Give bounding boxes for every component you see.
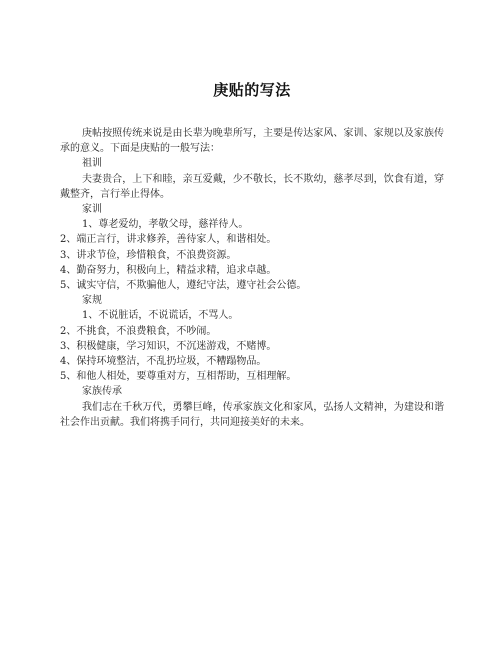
family-instruction-item: 1、尊老爱幼，孝敬父母，慈祥待人。 — [82, 219, 249, 231]
family-rule-item: 4、保持环境整洁，不乱扔垃圾，不糟蹋物品。 — [60, 356, 267, 368]
document-title: 庚贴的写法 — [213, 81, 291, 99]
family-instruction-item: 2、端正言行，讲求修养，善待家人，和谐相处。 — [60, 234, 277, 246]
ancestral-instructions-paragraph: 夫妻贵合，上下和睦，亲互爱戴，少不敬长，长不欺幼，慈孝尽到，饮食有道，穿戴整齐，言行举止得体。 — [60, 173, 444, 200]
family-heritage-paragraph: 我们志在千秋万代，勇攀巨峰，传承家族文化和家风，弘扬人文精神，为建设和谐社会作出贡献。我们将携手同行，共同迎接美好的未来。 — [60, 401, 444, 428]
family-rule-item: 3、积极健康，学习知识，不沉迷游戏，不赌博。 — [60, 340, 277, 352]
document-body — [60, 126, 444, 430]
section-heading-family-rules: 家规 — [82, 295, 102, 307]
family-rule-item: 1、不说脏话，不说谎话，不骂人。 — [82, 310, 239, 322]
section-heading-family-instructions: 家训 — [82, 204, 102, 216]
family-rule-item: 5、和他人相处，要尊重对方，互相帮助，互相理解。 — [60, 371, 297, 383]
family-instruction-item: 5、诚实守信，不欺骗他人，遵纪守法，遵守社会公德。 — [60, 280, 307, 292]
family-instruction-item: 4、勤奋努力，积极向上，精益求精，追求卓越。 — [60, 264, 277, 276]
family-instruction-item: 3、讲求节俭，珍惜粮食，不浪费资源。 — [60, 249, 237, 261]
section-heading-family-heritage: 家族传承 — [82, 386, 122, 398]
family-rule-item: 2、不挑食，不浪费粮食，不吵闹。 — [60, 325, 217, 337]
section-heading-ancestral-instructions: 祖训 — [82, 158, 102, 170]
intro-paragraph: 庚帖按照传统来说是由长辈为晚辈所写，主要是传达家风、家训、家规以及家族传承的意义。下面是庚贴的一般写法： — [60, 128, 444, 155]
